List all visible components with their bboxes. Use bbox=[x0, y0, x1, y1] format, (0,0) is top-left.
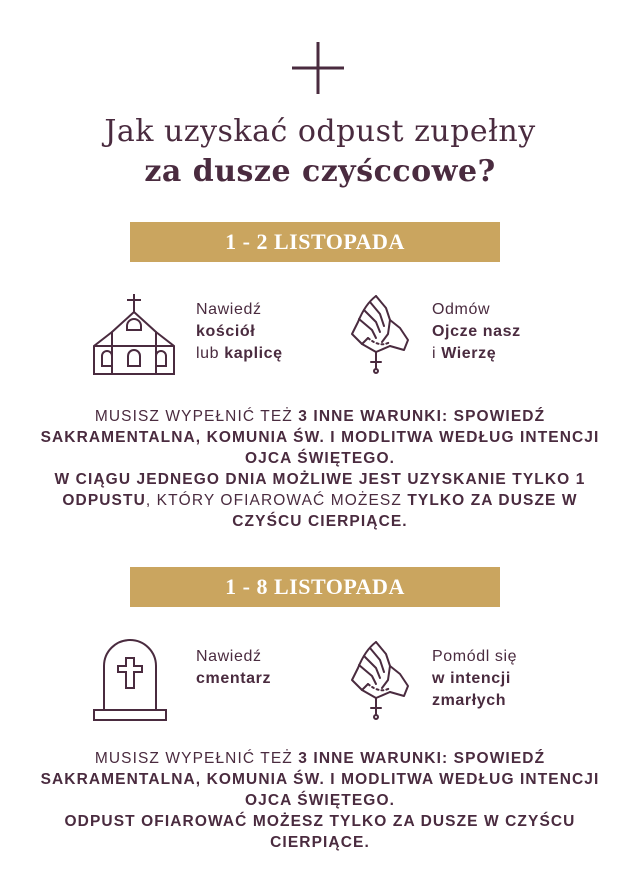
item-line-bold: cmentarz bbox=[196, 670, 272, 687]
para-text-bold: 3 INNE WARUNKI: SPOWIEDŹ SAKRAMENTALNA, KOMUNIA ŚW. I MODLITWA WEDŁUG INTENCJI OJCA ŚWIĘTEGO. bbox=[40, 408, 600, 467]
item-line: Odmów bbox=[432, 301, 491, 318]
para-text-bold: TYLKO ZA DUSZE W CZYŚCU CIERPIĄCE. bbox=[232, 492, 578, 530]
para-text-bold: ODPUST OFIAROWAĆ MOŻESZ TYLKO ZA DUSZE W CZYŚCU CIERPIĄCE. bbox=[64, 813, 576, 851]
item-line-bold: Ojcze nasz bbox=[432, 323, 521, 340]
item-line: i bbox=[432, 345, 442, 362]
item-pray-creed bbox=[432, 299, 521, 365]
item-pray-for-dead bbox=[432, 646, 517, 712]
date-band-2: 1 - 8 LISTOPADA bbox=[130, 567, 500, 607]
item-line: lub bbox=[196, 345, 225, 362]
para-text: , KTÓRY OFIAROWAĆ MOŻESZ bbox=[145, 492, 408, 509]
item-line-bold: zmarłych bbox=[432, 692, 507, 709]
item-line-bold: w intencji bbox=[432, 670, 511, 687]
item-line-bold: kościół bbox=[196, 323, 256, 340]
para-text: MUSISZ WYPEŁNIĆ TEŻ bbox=[94, 750, 299, 767]
church-icon bbox=[90, 292, 178, 376]
title-line-2: za dusze czyśccowe? bbox=[144, 154, 496, 189]
conditions-paragraph-1 bbox=[40, 406, 600, 532]
para-text: MUSISZ WYPEŁNIĆ TEŻ bbox=[94, 408, 299, 425]
praying-hands-icon bbox=[346, 292, 416, 376]
para-text-bold: W CIĄGU JEDNEGO DNIA MOŻLIWE JEST UZYSKANIE TYLKO 1 ODPUSTU bbox=[54, 471, 586, 509]
praying-hands-icon bbox=[346, 638, 416, 722]
item-line: Nawiedź bbox=[196, 648, 262, 665]
page-title bbox=[0, 112, 640, 192]
conditions-paragraph-2 bbox=[40, 748, 600, 853]
gravestone-icon bbox=[92, 638, 168, 722]
title-line-1: Jak uzyskać odpust zupełny bbox=[104, 114, 536, 149]
item-line-bold: Wierzę bbox=[441, 345, 497, 362]
cross-icon bbox=[292, 42, 344, 94]
item-line-bold: kaplicę bbox=[224, 345, 283, 362]
date-band-1: 1 - 2 LISTOPADA bbox=[130, 222, 500, 262]
item-line: Pomódl się bbox=[432, 648, 518, 665]
para-text-bold: 3 INNE WARUNKI: SPOWIEDŹ SAKRAMENTALNA, KOMUNIA ŚW. I MODLITWA WEDŁUG INTENCJI OJCA ŚWIĘTEGO. bbox=[40, 750, 600, 809]
item-line: Nawiedź bbox=[196, 301, 262, 318]
item-visit-cemetery bbox=[196, 646, 271, 690]
item-visit-church bbox=[196, 299, 283, 365]
